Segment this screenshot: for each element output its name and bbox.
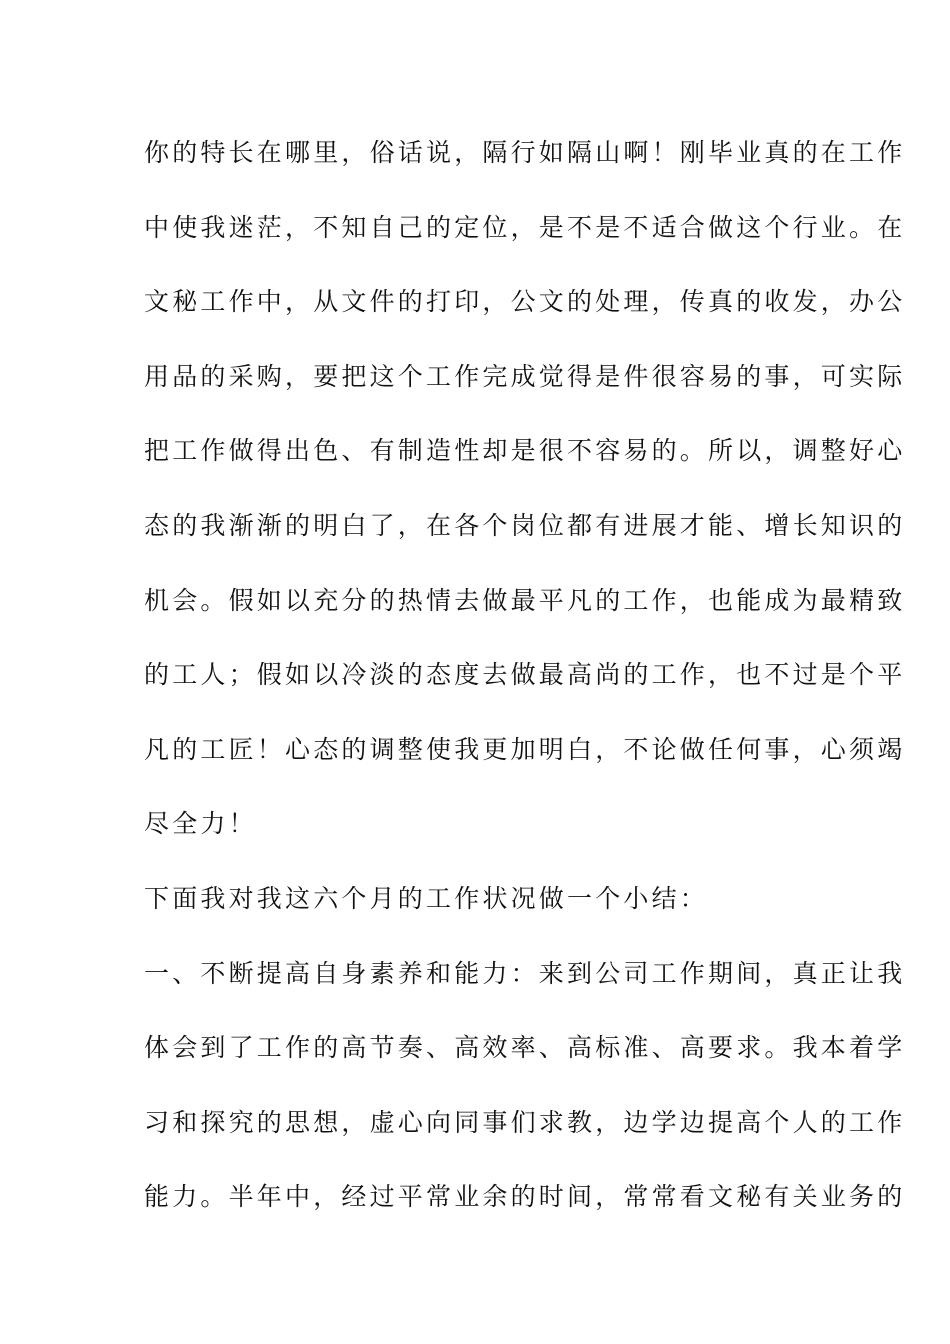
- text-line: 体会到了工作的高节奏、高效率、高标准、高要求。我本着学: [144, 1033, 906, 1063]
- section-heading-line: 一、不断提高自身素养和能力：来到公司工作期间，真正让我: [144, 958, 906, 988]
- text-line: 文秘工作中，从文件的打印，公文的处理，传真的收发，办公: [144, 287, 906, 317]
- text-line: 凡的工匠！心态的调整使我更加明白，不论做任何事，心须竭: [144, 734, 906, 764]
- text-line: 态的我渐渐的明白了，在各个岗位都有进展才能、增长知识的: [144, 510, 906, 540]
- text-line: 机会。假如以充分的热情去做最平凡的工作，也能成为最精致: [144, 585, 906, 615]
- text-line: 中使我迷茫，不知自己的定位，是不是不适合做这个行业。在: [144, 212, 906, 242]
- text-line: 的工人；假如以冷淡的态度去做最高尚的工作，也不过是个平: [144, 660, 906, 690]
- text-line: 把工作做得出色、有制造性却是很不容易的。所以，调整好心: [144, 436, 906, 466]
- document-body: [144, 128, 906, 1247]
- summary-intro-line: 下面我对我这六个月的工作状况做一个小结：: [144, 883, 709, 913]
- text-line: 能力。半年中，经过平常业余的时间，常常看文秘有关业务的: [144, 1182, 906, 1212]
- text-line: 尽全力！: [144, 809, 257, 839]
- text-line: 用品的采购，要把这个工作完成觉得是件很容易的事，可实际: [144, 361, 906, 391]
- text-line: 习和探究的思想，虚心向同事们求教，边学边提高个人的工作: [144, 1107, 906, 1137]
- text-line: 你的特长在哪里，俗话说，隔行如隔山啊！刚毕业真的在工作: [144, 138, 906, 167]
